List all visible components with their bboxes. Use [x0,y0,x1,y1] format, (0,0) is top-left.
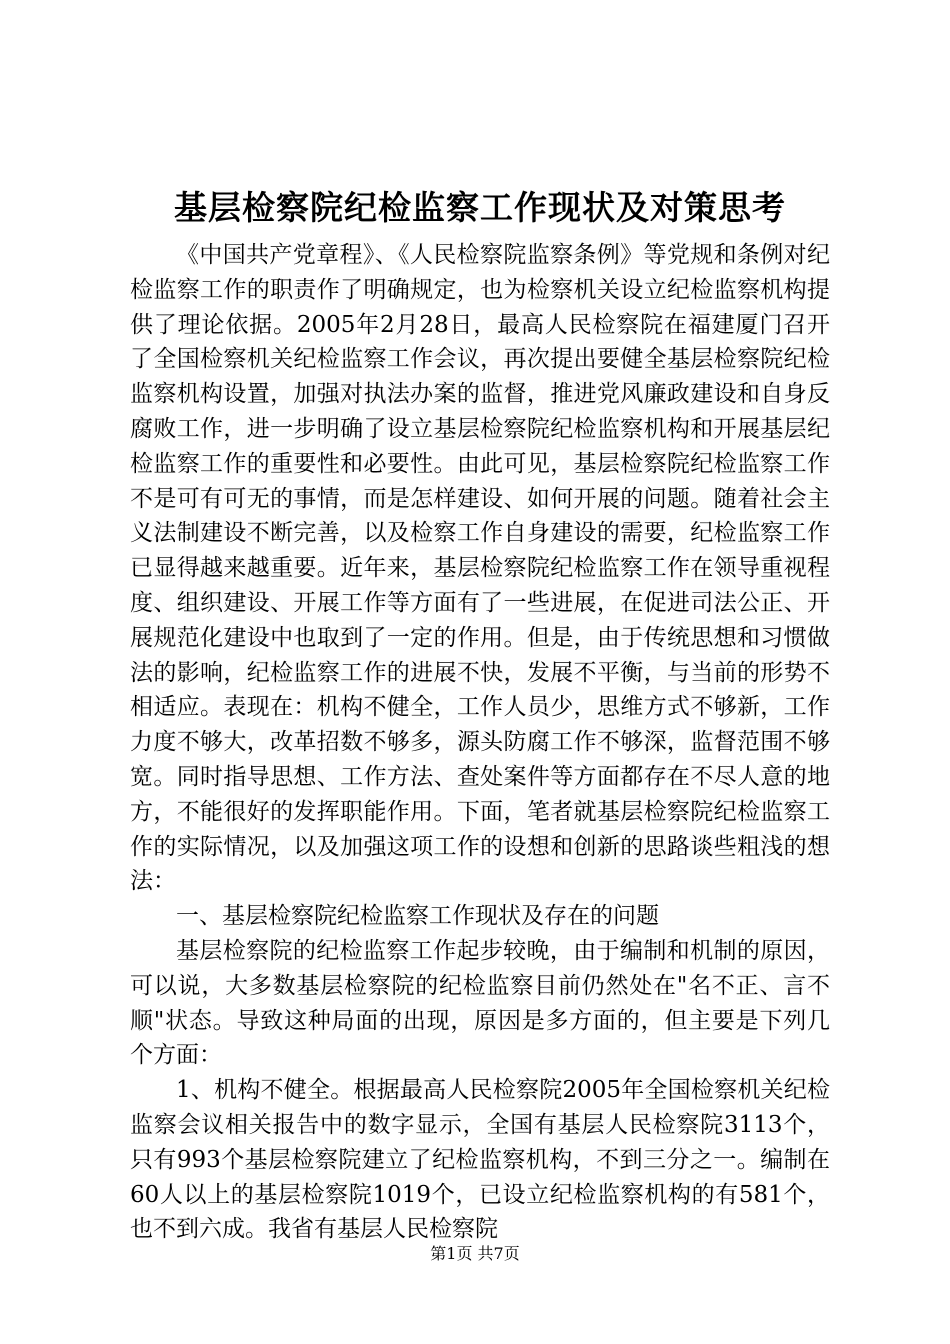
section-heading: 一、基层检察院纪检监察工作现状及存在的问题 [176,903,659,930]
document-body [130,238,830,1247]
paragraph-point-1: 1、机构不健全。根据最高人民检察院2005年全国检察机关纪检监察会议相关报告中的数字显示，全国有基层人民检察院3113个，只有993个基层检察院建立了纪检监察机构，不到三分之一。编制在60人以上的基层检察院1019个，已设立纪检监察机构的有581个，也不到六成。我省有基层人民检察院 [130,1077,830,1243]
document-title: 基层检察院纪检监察工作现状及对策思考 [174,188,786,227]
paragraph-intro: 《中国共产党章程》、《人民检察院监察条例》等党规和条例对纪检监察工作的职责作了明确规定，也为检察机关设立纪检监察机构提供了理论依据。2005年2月28日，最高人民检察院在福建厦门召开了全国检察机关纪检监察工作会议，再次提出要健全基层检察院纪检监察机构设置，加强对执法办案的监督，推进党风廉政建设和自身反腐败工作，进一步明确了设立基层检察院纪检监察机构和开展基层纪检监察工作的重要性和必要性。由此可见，基层检察院纪检监察工作不是可有可无的事情，而是怎样建设、如何开展的问题。随着社会主义法制建设不断完善，以及检察工作自身建设的需要，纪检监察工作已显得越来越重要。近年来，基层检察院纪检监察工作在领导重视程度、组织建设、开展工作等方面有了一些进展，在促进司法公正、开展规范化建设中也取到了一定的作用。但是，由于传统思想和习惯做法的影响，纪检监察工作的进展不快，发展不平衡，与当前的形势不相适应。表现在：机构不健全，工作人员少，思维方式不够新，工作力度不够大，改革招数不够多，源头防腐工作不够深，监督范围不够宽。同时指导思想、工作方法、查处案件等方面都存在不尽人意的地方，不能很好的发挥职能作用。下面，笔者就基层检察院纪检监察工作的实际情况，以及加强这项工作的设想和创新的思路谈些粗浅的想法： [130,242,830,895]
paragraph-section-overview: 基层检察院的纪检监察工作起步较晚，由于编制和机制的原因，可以说，大多数基层检察院的纪检监察目前仍然处在"名不正、言不顺"状态。导致这种局面的出现，原因是多方面的，但主要是下列几个方面： [130,937,830,1069]
page-footer: 第1页 共7页 [430,1244,520,1263]
